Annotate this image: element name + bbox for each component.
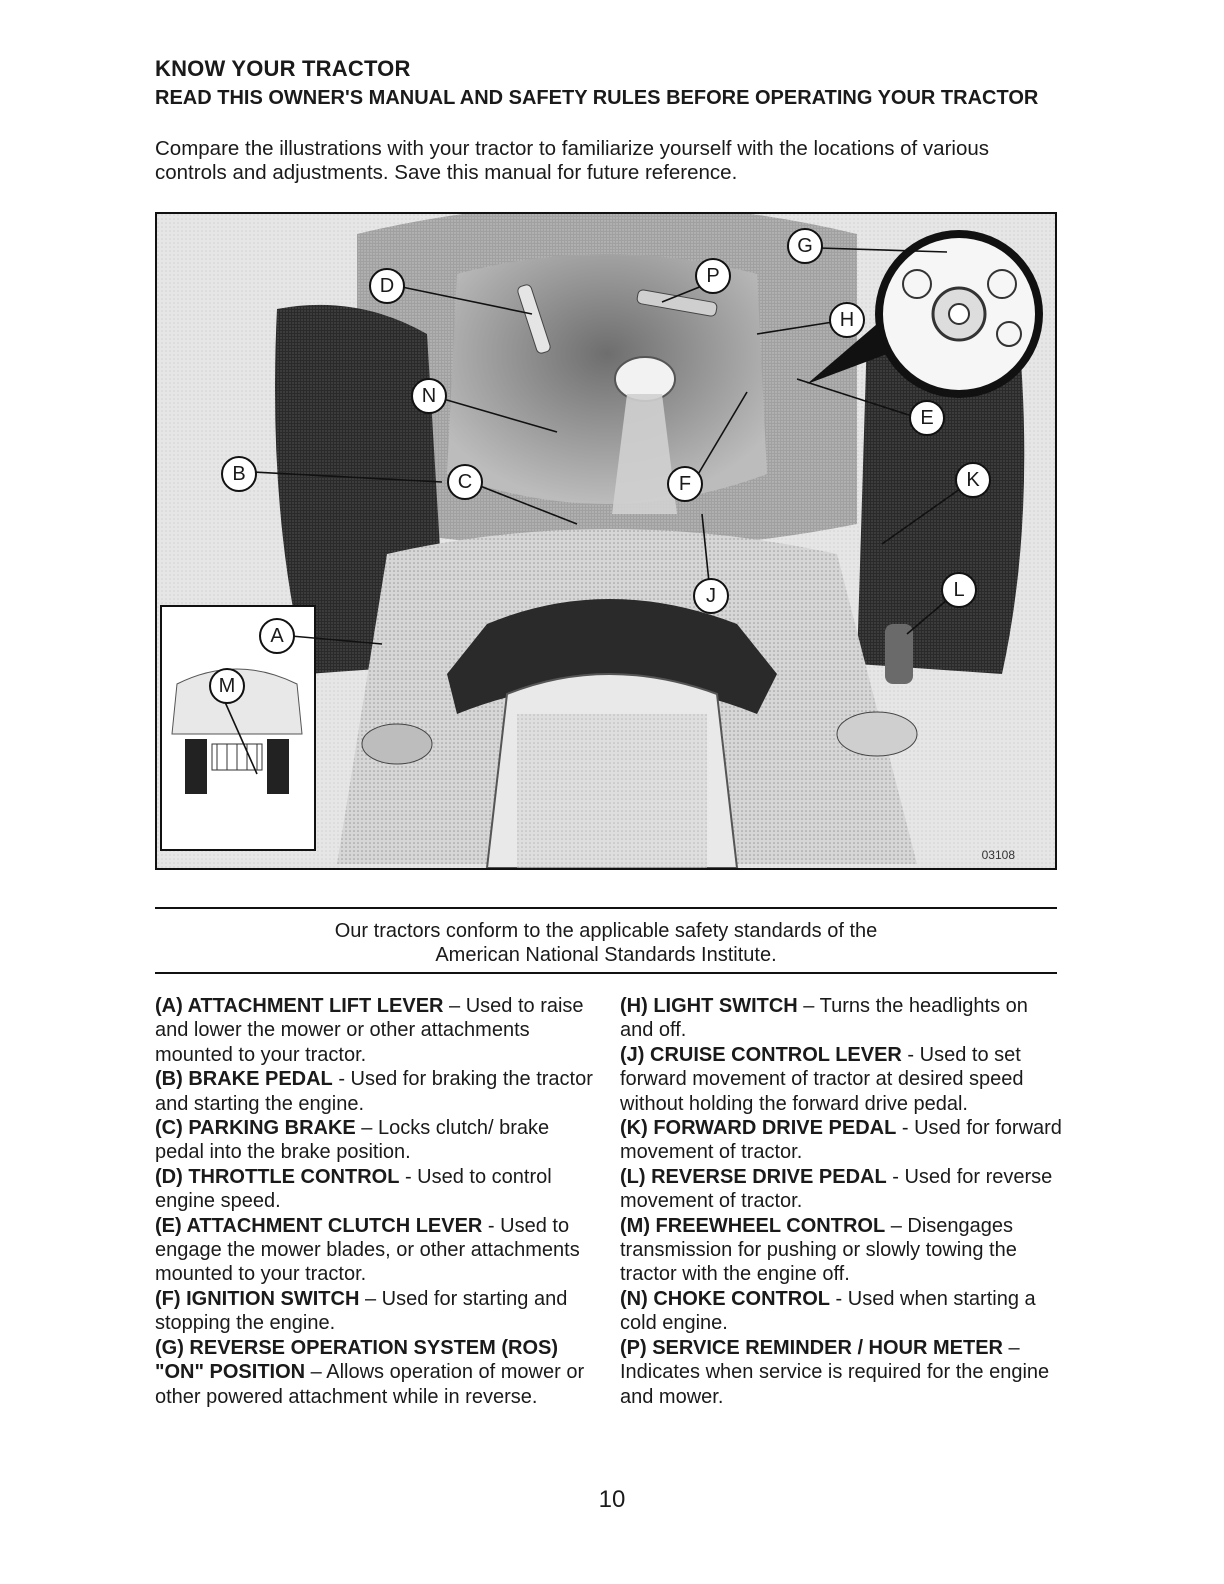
control-term: (P) SERVICE REMINDER / HOUR METER	[620, 1336, 1003, 1359]
control-term: (D) THROTTLE CONTROL	[155, 1165, 400, 1188]
control-term: (E) ATTACHMENT CLUTCH LEVER	[155, 1214, 483, 1237]
control-item	[155, 1067, 595, 1116]
callout-k: K	[955, 462, 991, 498]
control-item	[155, 1287, 595, 1336]
control-description: - Used for reverse movement of tractor.	[620, 1165, 1053, 1213]
control-item	[620, 1336, 1065, 1409]
control-description: - Used for forward movement of tractor.	[620, 1117, 1062, 1164]
control-description: – Locks clutch/ brake pedal into the brake position.	[155, 1117, 550, 1164]
callout-j: J	[693, 578, 729, 614]
control-term: (K) FORWARD DRIVE PEDAL	[620, 1117, 897, 1140]
callout-f: F	[667, 466, 703, 502]
control-item	[620, 1214, 1065, 1287]
control-term: (C) PARKING BRAKE	[155, 1117, 356, 1140]
section-title: KNOW YOUR TRACTOR	[155, 56, 411, 81]
control-description: – Used to raise and lower the mower or other attachments mounted to your tractor.	[155, 995, 584, 1066]
control-item	[155, 994, 595, 1067]
callout-l: L	[941, 572, 977, 608]
conformity-line-1: Our tractors conform to the applicable safety standards of the	[334, 920, 878, 942]
callout-p: P	[695, 258, 731, 294]
control-description: - Used to set forward movement of tractor at desired speed without holding the forward drive pedal.	[620, 1043, 1024, 1115]
control-description: – Indicates when service is required for the engine and mower.	[620, 1336, 1050, 1408]
tractor-illustration-art	[157, 214, 1055, 868]
callout-n: N	[411, 378, 447, 414]
callout-h: H	[829, 302, 865, 338]
callout-c: C	[447, 464, 483, 500]
control-term: (F) IGNITION SWITCH	[155, 1287, 360, 1310]
callout-e: E	[909, 400, 945, 436]
page-number: 10	[598, 1486, 626, 1513]
control-term: (N) CHOKE CONTROL	[620, 1287, 830, 1310]
conformity-statement	[155, 919, 1057, 967]
control-item	[155, 1116, 595, 1165]
section-subtitle: READ THIS OWNER'S MANUAL AND SAFETY RULES BEFORE OPERATING YOUR TRACTOR	[155, 87, 1039, 109]
callout-a: A	[259, 618, 295, 654]
control-term: (H) LIGHT SWITCH	[620, 995, 798, 1017]
control-description: – Disengages transmission for pushing or slowly towing the tractor with the engine off.	[620, 1214, 1017, 1286]
control-description: - Used for braking the tractor and starting the engine.	[155, 1068, 593, 1115]
control-term: (G) REVERSE OPERATION SYSTEM (ROS) "ON" POSITION	[155, 1336, 558, 1384]
control-item	[155, 1165, 595, 1214]
control-term: (B) BRAKE PEDAL	[155, 1068, 333, 1091]
control-term: (A) ATTACHMENT LIFT LEVER	[155, 995, 444, 1017]
controls-list-right	[620, 994, 1065, 1409]
callout-m: M	[209, 668, 245, 704]
control-item	[620, 1165, 1065, 1214]
control-description: - Used to control engine speed.	[155, 1165, 552, 1213]
control-item	[620, 1043, 1065, 1116]
callout-d: D	[369, 268, 405, 304]
divider-top	[155, 907, 1057, 909]
conformity-line-2: American National Standards Institute.	[435, 944, 777, 966]
controls-list-left	[155, 994, 595, 1409]
control-term: (J) CRUISE CONTROL LEVER	[620, 1043, 902, 1066]
control-item	[620, 1287, 1065, 1336]
control-item	[620, 1116, 1065, 1165]
control-item	[620, 994, 1065, 1043]
control-description: - Used when starting a cold engine.	[620, 1287, 1036, 1335]
divider-bottom	[155, 972, 1057, 974]
control-description: – Used for starting and stopping the engine.	[155, 1287, 568, 1335]
control-term: (M) FREEWHEEL CONTROL	[620, 1214, 886, 1237]
callout-g: G	[787, 228, 823, 264]
tractor-controls-illustration	[155, 212, 1057, 870]
control-term: (L) REVERSE DRIVE PEDAL	[620, 1165, 887, 1188]
image-code: 03108	[981, 848, 1015, 862]
control-description: - Used to engage the mower blades, or other attachments mounted to your tractor.	[155, 1214, 580, 1286]
control-description: – Allows operation of mower or other powered attachment while in reverse.	[155, 1361, 585, 1408]
callout-b: B	[221, 456, 257, 492]
control-item	[155, 1336, 595, 1409]
control-item	[155, 1214, 595, 1287]
control-description: – Turns the headlights on and off.	[620, 995, 1028, 1042]
intro-paragraph: Compare the illustrations with your tractor to familiarize yourself with the locations of various controls and adjustments. Save this manual for future reference.	[155, 137, 990, 184]
